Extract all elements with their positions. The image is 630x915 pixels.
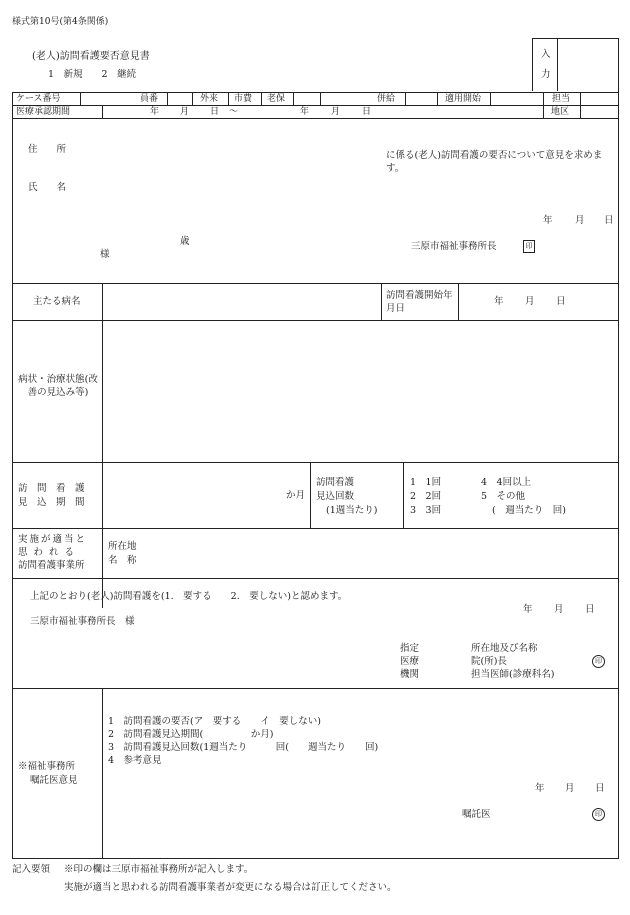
commission-seal-icon: 印: [592, 808, 605, 821]
visit-start-label: 訪問看護開始年月日: [386, 290, 453, 314]
period-tilde: 〜: [229, 107, 239, 117]
commission-item-2: 2 訪問看護見込期間( か月): [108, 729, 274, 740]
request-date-day: 日: [604, 215, 614, 226]
commission-item-4: 4 参考意見: [108, 755, 162, 766]
disease-label: 主たる病名: [33, 296, 81, 307]
sama-label: 様: [100, 249, 110, 260]
period-end-year: 年: [300, 107, 310, 117]
count-option-3[interactable]: 3 3回: [410, 505, 442, 516]
rule-row1: [12, 105, 619, 106]
request-date-year: 年: [543, 215, 553, 226]
rule-disease: [12, 320, 619, 321]
institution-label-3: 機関: [400, 669, 420, 680]
row1-sep: [320, 92, 321, 105]
institution-field-1: 所在地及び名称: [471, 643, 538, 654]
rule-period: [12, 528, 619, 529]
apply-start-label: 適用開始: [445, 94, 482, 104]
period-start-year: 年: [150, 107, 160, 117]
in-charge-label: 担当: [552, 94, 571, 104]
staff-number-label: 員番: [140, 94, 159, 104]
period-input[interactable]: [104, 464, 284, 527]
provider-name-label: 名 称: [108, 555, 137, 566]
commission-date-year: 年: [535, 783, 545, 794]
input-box-char-2: 力: [541, 69, 551, 80]
frame-right: [618, 38, 619, 858]
row1-sep: [228, 92, 229, 105]
form-style-label: 様式第10号(第4条関係): [12, 17, 109, 27]
condition-label: 病状・治療状態(改善の見込み等): [18, 374, 98, 398]
period-end-day: 日: [362, 107, 372, 117]
row1-sep: [293, 92, 294, 105]
visit-start-month: 月: [525, 296, 535, 307]
commission-label-2: 嘱託医意見: [30, 775, 78, 786]
request-director: 三原市福祉事務所長: [411, 241, 497, 252]
form-type-options[interactable]: 1 新規 2 継続: [48, 69, 137, 80]
elderly-insurance-label: 老保: [267, 94, 286, 104]
disease-sep: [381, 283, 382, 320]
rule-provider: [12, 578, 619, 579]
seal-stamp-icon: 印: [523, 240, 535, 253]
input-box-field[interactable]: [558, 39, 618, 91]
period-sep: [403, 462, 404, 528]
combined-label: 併給: [377, 94, 396, 104]
count-label-1: 訪問看護: [316, 477, 355, 488]
district-label: 地区: [551, 107, 570, 117]
visit-start-year: 年: [494, 296, 504, 307]
doctor-addressee: 三原市福祉事務所長 様: [30, 616, 135, 627]
institution-label-2: 医療: [400, 656, 420, 667]
provider-label-3: 訪問看護事業所: [18, 560, 85, 571]
doctor-statement: 上記のとおり(老人)訪問看護を(1. 要する 2. 要しない)と認めます。: [30, 591, 348, 602]
period-start-month: 月: [180, 107, 190, 117]
period-end-month: 月: [331, 107, 341, 117]
commission-item-3: 3 訪問看護見込回数(1週当たり 回( 週当たり 回): [108, 742, 379, 753]
row2-sep: [102, 105, 103, 118]
notes-line-1: ※印の欄は三原市福祉事務所が記入します。: [64, 864, 254, 875]
rule-condition: [12, 462, 619, 463]
provider-location-label: 所在地: [108, 541, 137, 552]
city-cost-label: 市費: [234, 94, 253, 104]
request-date-month: 月: [575, 215, 585, 226]
row1-sep: [192, 92, 193, 105]
input-box-border: [532, 38, 533, 91]
count-option-other[interactable]: ( 週当たり 回): [492, 505, 566, 516]
approval-period-label: 医療承認期間: [16, 107, 71, 117]
name-label: 氏 名: [28, 182, 67, 193]
row1-sep: [80, 92, 81, 105]
visit-start-day: 日: [556, 296, 566, 307]
condition-input[interactable]: [104, 322, 617, 461]
row1-sep: [543, 92, 544, 118]
rule-doctor: [12, 688, 619, 689]
commission-label-1: ※福祉事務所: [18, 761, 76, 772]
row1-sep: [437, 92, 438, 105]
disease-sep: [458, 283, 459, 320]
row1-sep: [405, 92, 406, 105]
commission-item-1: 1 訪問看護の要否(ア 要する イ 要しない): [108, 716, 321, 727]
provider-input[interactable]: [150, 531, 616, 576]
disease-input[interactable]: [104, 285, 380, 319]
row1-sep: [167, 92, 168, 105]
doctor-seal-icon: 印: [592, 655, 605, 668]
months-unit: か月: [286, 490, 306, 501]
age-label: 歳: [180, 236, 190, 247]
doctor-date-year: 年: [523, 604, 533, 615]
institution-field-3: 担当医師(診療科名): [471, 669, 555, 680]
rule-top: [12, 92, 619, 93]
count-option-5[interactable]: 5 その他: [481, 491, 526, 502]
rule-row2: [12, 118, 619, 119]
period-sep: [310, 462, 311, 528]
rule-bottom: [12, 858, 619, 859]
count-option-4[interactable]: 4 4回以上: [481, 477, 532, 488]
input-box-char-1: 入: [541, 49, 551, 60]
form-title: (老人)訪問看護要否意見書: [32, 51, 150, 62]
doctor-date-day: 日: [585, 604, 595, 615]
commission-sep: [102, 688, 103, 858]
outpatient-label: 外来: [200, 94, 219, 104]
row1-sep: [490, 92, 491, 105]
institution-field-2: 院(所)長: [471, 656, 507, 667]
request-text: に係る(老人)訪問看護の要否について意見を求めます。: [386, 150, 603, 174]
row1-sep: [580, 92, 581, 118]
case-number-label: ケース番号: [16, 94, 61, 104]
count-label-2: 見込回数: [316, 491, 355, 502]
provider-label-2: 思われる: [18, 547, 81, 558]
rule-request: [12, 283, 619, 284]
count-option-2[interactable]: 2 2回: [410, 491, 442, 502]
count-label-3: (1週当たり): [326, 505, 378, 516]
commission-date-day: 日: [595, 783, 605, 794]
address-label: 住 所: [28, 144, 67, 155]
frame-left: [12, 92, 13, 858]
notes-line-2: 実施が適当と思われる訪問看護事業者が変更になる場合は訂正してください。: [64, 882, 397, 893]
row1-sep: [261, 92, 262, 105]
count-option-1[interactable]: 1 1回: [410, 477, 442, 488]
doctor-date-month: 月: [554, 604, 564, 615]
commission-date-month: 月: [565, 783, 575, 794]
institution-label-1: 指定: [400, 643, 420, 654]
period-start-day: 日: [210, 107, 220, 117]
provider-label-1: 実施が適当と: [18, 534, 88, 545]
notes-label: 記入要領: [12, 864, 51, 875]
period-label-bottom: 見 込 期 間: [18, 497, 85, 508]
commission-doctor-label: 嘱託医: [462, 809, 491, 820]
period-label-top: 訪 問 看 護: [18, 483, 85, 494]
label-col-sep: [102, 283, 103, 608]
